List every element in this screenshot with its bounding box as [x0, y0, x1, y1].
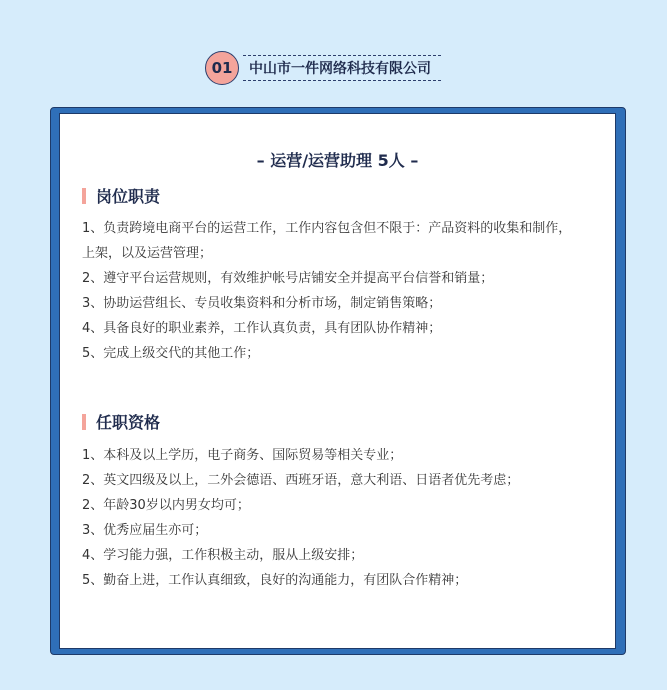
list-item: 3、优秀应届生亦可；	[82, 523, 208, 538]
list-item: 2、年龄30岁以内男女均可；	[82, 498, 250, 513]
job-title: – 运营/运营助理 5人 –	[256, 151, 419, 170]
requirements-heading	[82, 410, 160, 433]
duties-heading-label: 岗位职责	[96, 187, 161, 206]
section-number-badge: 01	[205, 51, 239, 85]
list-item: 3、协助运营组长、专员收集资料和分析市场，制定销售策略；	[82, 296, 442, 311]
list-item: 2、遵守平台运营规则，有效维护帐号店铺安全并提高平台信誉和销量；	[82, 271, 494, 286]
list-item: 2、英文四级及以上，二外会德语、西班牙语，意大利语、日语者优先考虑；	[82, 473, 520, 488]
list-item: 4、具备良好的职业素养，工作认真负责，具有团队协作精神；	[82, 321, 442, 336]
list-item: 1、本科及以上学历，电子商务、国际贸易等相关专业；	[82, 448, 403, 463]
job-card	[59, 113, 616, 649]
list-item: 1、负责跨境电商平台的运营工作，工作内容包含但不限于：产品资料的收集和制作，上架，以及运营管理；	[82, 221, 572, 261]
section-accent-bar	[82, 188, 86, 204]
requirements-list	[82, 443, 582, 593]
section-accent-bar	[82, 414, 86, 430]
duties-list	[82, 216, 582, 366]
list-item: 5、完成上级交代的其他工作；	[82, 346, 260, 361]
list-item: 4、学习能力强，工作积极主动，服从上级安排；	[82, 548, 364, 563]
duties-heading	[82, 184, 160, 207]
requirements-heading-label: 任职资格	[96, 413, 161, 432]
company-name: 中山市一件网络科技有限公司	[243, 55, 441, 81]
list-item: 5、勤奋上进，工作认真细致，良好的沟通能力，有团队合作精神；	[82, 573, 468, 588]
company-header	[205, 50, 441, 86]
